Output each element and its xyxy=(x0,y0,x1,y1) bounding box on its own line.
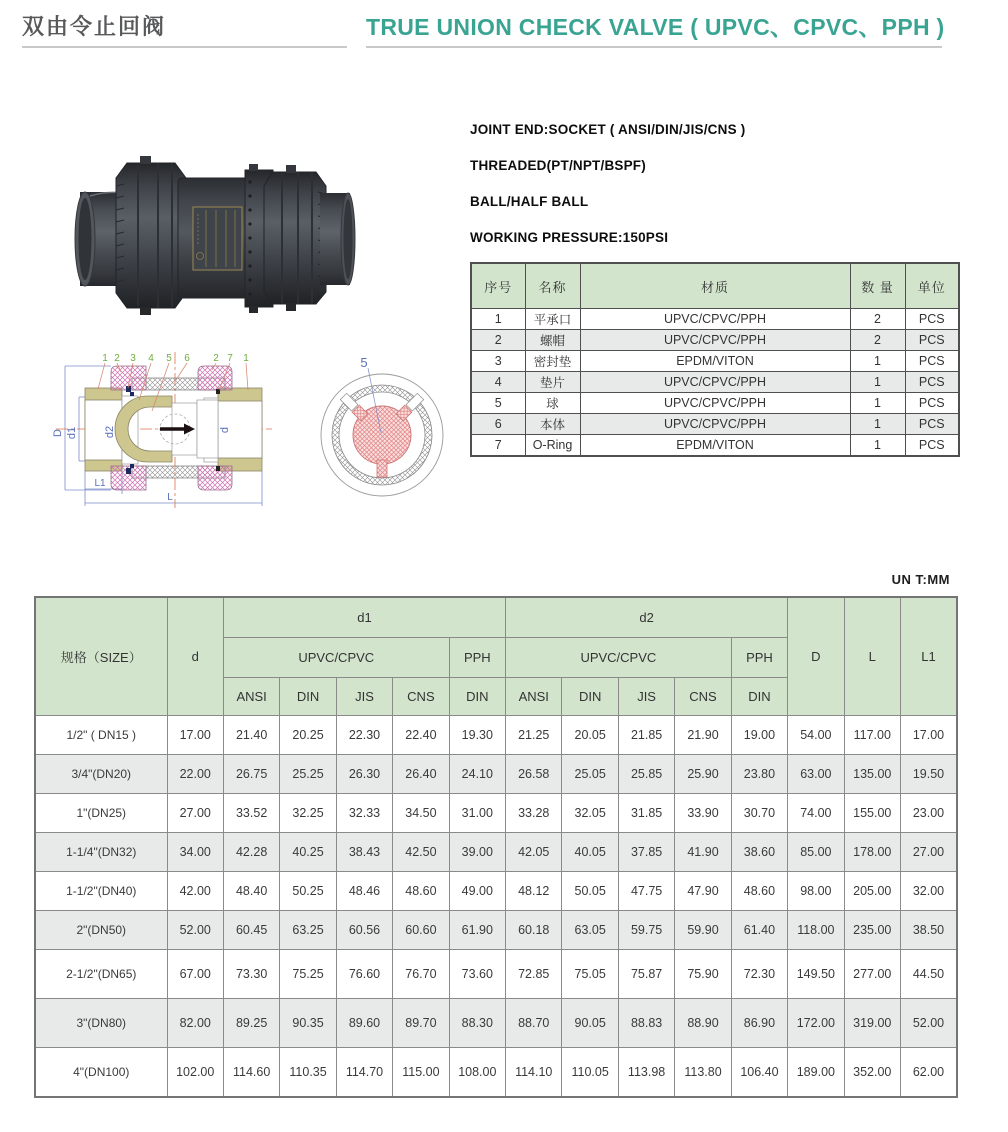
size-table-row xyxy=(35,794,957,833)
size-value-cell: 172.00 xyxy=(788,999,844,1048)
size-value-cell: 33.52 xyxy=(223,794,279,833)
size-label-cell: 2-1/2"(DN65) xyxy=(35,950,167,999)
size-value-cell: 114.10 xyxy=(506,1048,562,1097)
size-value-cell: 75.25 xyxy=(280,950,336,999)
dim-d2: d2 xyxy=(104,425,116,439)
parts-table-cell: 6 xyxy=(471,414,525,435)
parts-table-row xyxy=(471,435,959,457)
valve-right-socket xyxy=(320,193,355,285)
size-value-cell: 42.28 xyxy=(223,833,279,872)
spec-threaded: THREADED(PT/NPT/BSPF) xyxy=(470,158,646,173)
size-header-d2: d2 xyxy=(506,597,788,638)
parts-table-cell: 平承口 xyxy=(525,309,580,330)
size-value-cell: 17.00 xyxy=(167,716,223,755)
page-title-english: TRUE UNION CHECK VALVE ( UPVC、CPVC、PPH ) xyxy=(366,14,945,40)
size-label-cell: 1"(DN25) xyxy=(35,794,167,833)
size-value-cell: 155.00 xyxy=(844,794,900,833)
size-table xyxy=(34,596,958,1098)
size-value-cell: 40.25 xyxy=(280,833,336,872)
parts-table-cell: 2 xyxy=(850,330,905,351)
callout-2b: 2 xyxy=(213,353,219,364)
parts-table-row xyxy=(471,372,959,393)
size-table-row xyxy=(35,999,957,1048)
size-value-cell: 63.00 xyxy=(788,755,844,794)
dim-D: D xyxy=(52,429,64,437)
size-value-cell: 110.35 xyxy=(280,1048,336,1097)
size-value-cell: 26.58 xyxy=(506,755,562,794)
parts-table-cell: UPVC/CPVC/PPH xyxy=(580,414,850,435)
parts-table-cell: PCS xyxy=(905,393,959,414)
size-value-cell: 32.00 xyxy=(900,872,957,911)
parts-table-cell: 4 xyxy=(471,372,525,393)
size-label-cell: 3"(DN80) xyxy=(35,999,167,1048)
size-label-cell: 4"(DN100) xyxy=(35,1048,167,1097)
parts-header-qty: 数 量 xyxy=(850,263,905,309)
parts-table-row xyxy=(471,414,959,435)
size-value-cell: 21.40 xyxy=(223,716,279,755)
size-value-cell: 60.45 xyxy=(223,911,279,950)
valve-left-union-nut xyxy=(116,156,186,315)
size-value-cell: 47.90 xyxy=(675,872,731,911)
size-label-cell: 1-1/4"(DN32) xyxy=(35,833,167,872)
size-header-d1-ansi: ANSI xyxy=(223,678,279,716)
size-value-cell: 178.00 xyxy=(844,833,900,872)
spec-ball: BALL/HALF BALL xyxy=(470,194,589,209)
size-value-cell: 61.90 xyxy=(449,911,505,950)
title-underline-left xyxy=(22,46,347,48)
parts-table-cell: PCS xyxy=(905,330,959,351)
size-table-row xyxy=(35,872,957,911)
size-value-cell: 23.80 xyxy=(731,755,787,794)
parts-table-cell: 3 xyxy=(471,351,525,372)
size-table-row xyxy=(35,911,957,950)
spec-working-pressure: WORKING PRESSURE:150PSI xyxy=(470,230,669,245)
size-value-cell: 88.90 xyxy=(675,999,731,1048)
valve-body xyxy=(178,178,250,298)
size-value-cell: 63.05 xyxy=(562,911,618,950)
size-value-cell: 27.00 xyxy=(167,794,223,833)
callout-1: 1 xyxy=(102,353,108,364)
size-value-cell: 117.00 xyxy=(844,716,900,755)
size-header-L1: L1 xyxy=(900,597,957,716)
size-value-cell: 33.28 xyxy=(506,794,562,833)
size-value-cell: 75.90 xyxy=(675,950,731,999)
size-value-cell: 74.00 xyxy=(788,794,844,833)
size-value-cell: 88.83 xyxy=(618,999,674,1048)
parts-table-cell: 5 xyxy=(471,393,525,414)
size-value-cell: 52.00 xyxy=(900,999,957,1048)
parts-table-cell: PCS xyxy=(905,309,959,330)
size-header-d1-jis: JIS xyxy=(336,678,392,716)
size-table-body xyxy=(35,716,957,1097)
size-value-cell: 110.05 xyxy=(562,1048,618,1097)
size-value-cell: 21.25 xyxy=(506,716,562,755)
size-value-cell: 39.00 xyxy=(449,833,505,872)
size-value-cell: 114.70 xyxy=(336,1048,392,1097)
parts-table-cell: 1 xyxy=(850,372,905,393)
size-value-cell: 59.75 xyxy=(618,911,674,950)
size-value-cell: 189.00 xyxy=(788,1048,844,1097)
parts-table-row xyxy=(471,309,959,330)
size-header-D: D xyxy=(788,597,844,716)
size-value-cell: 90.05 xyxy=(562,999,618,1048)
parts-table-cell: 螺帽 xyxy=(525,330,580,351)
size-header-d2-upvc-cpvc: UPVC/CPVC xyxy=(506,638,732,678)
size-value-cell: 89.25 xyxy=(223,999,279,1048)
spec-joint-end: JOINT END:SOCKET ( ANSI/DIN/JIS/CNS ) xyxy=(470,122,746,137)
valve-product-photo xyxy=(60,130,450,330)
end-view xyxy=(321,355,443,496)
size-value-cell: 205.00 xyxy=(844,872,900,911)
size-value-cell: 60.60 xyxy=(393,911,449,950)
parts-table-cell: 密封垫 xyxy=(525,351,580,372)
parts-table-header-row xyxy=(471,263,959,309)
size-value-cell: 50.05 xyxy=(562,872,618,911)
parts-table-cell: UPVC/CPVC/PPH xyxy=(580,393,850,414)
parts-table-row xyxy=(471,330,959,351)
size-value-cell: 21.85 xyxy=(618,716,674,755)
size-value-cell: 277.00 xyxy=(844,950,900,999)
size-value-cell: 49.00 xyxy=(449,872,505,911)
size-value-cell: 17.00 xyxy=(900,716,957,755)
parts-table-cell: 球 xyxy=(525,393,580,414)
callout-5: 5 xyxy=(166,353,172,364)
parts-table-cell: UPVC/CPVC/PPH xyxy=(580,330,850,351)
size-value-cell: 32.33 xyxy=(336,794,392,833)
parts-table-cell: 7 xyxy=(471,435,525,457)
size-value-cell: 48.40 xyxy=(223,872,279,911)
size-value-cell: 75.05 xyxy=(562,950,618,999)
parts-table-cell: 本体 xyxy=(525,414,580,435)
size-value-cell: 31.85 xyxy=(618,794,674,833)
size-header-d1: d1 xyxy=(223,597,505,638)
callout-3: 3 xyxy=(130,353,136,364)
size-table-header-row-1 xyxy=(35,597,957,638)
parts-table-cell: O-Ring xyxy=(525,435,580,457)
size-value-cell: 72.85 xyxy=(506,950,562,999)
size-value-cell: 20.25 xyxy=(280,716,336,755)
size-value-cell: 19.30 xyxy=(449,716,505,755)
parts-table-cell: 1 xyxy=(471,309,525,330)
size-value-cell: 19.50 xyxy=(900,755,957,794)
dim-L: L xyxy=(167,492,173,503)
size-value-cell: 50.25 xyxy=(280,872,336,911)
size-value-cell: 113.80 xyxy=(675,1048,731,1097)
size-value-cell: 85.00 xyxy=(788,833,844,872)
size-header-d2-din: DIN xyxy=(562,678,618,716)
size-value-cell: 20.05 xyxy=(562,716,618,755)
size-table-row xyxy=(35,950,957,999)
size-value-cell: 24.10 xyxy=(449,755,505,794)
size-value-cell: 135.00 xyxy=(844,755,900,794)
size-value-cell: 38.43 xyxy=(336,833,392,872)
size-value-cell: 42.50 xyxy=(393,833,449,872)
size-value-cell: 32.25 xyxy=(280,794,336,833)
parts-header-material: 材质 xyxy=(580,263,850,309)
size-value-cell: 37.85 xyxy=(618,833,674,872)
size-value-cell: 86.90 xyxy=(731,999,787,1048)
size-value-cell: 102.00 xyxy=(167,1048,223,1097)
size-value-cell: 118.00 xyxy=(788,911,844,950)
unit-note: UN T:MM xyxy=(891,572,950,587)
size-value-cell: 22.30 xyxy=(336,716,392,755)
size-value-cell: 48.12 xyxy=(506,872,562,911)
callout-1b: 1 xyxy=(243,353,249,364)
parts-table-cell: PCS xyxy=(905,414,959,435)
parts-table-cell: 2 xyxy=(471,330,525,351)
size-value-cell: 59.90 xyxy=(675,911,731,950)
size-header-d2-ansi: ANSI xyxy=(506,678,562,716)
size-value-cell: 89.70 xyxy=(393,999,449,1048)
size-value-cell: 40.05 xyxy=(562,833,618,872)
size-header-d1-cns: CNS xyxy=(393,678,449,716)
size-value-cell: 47.75 xyxy=(618,872,674,911)
size-value-cell: 32.05 xyxy=(562,794,618,833)
size-header-size: 规格（SIZE） xyxy=(35,597,167,716)
size-value-cell: 34.50 xyxy=(393,794,449,833)
size-table-row xyxy=(35,833,957,872)
size-label-cell: 2"(DN50) xyxy=(35,911,167,950)
size-value-cell: 73.30 xyxy=(223,950,279,999)
size-value-cell: 52.00 xyxy=(167,911,223,950)
technical-drawing xyxy=(40,340,470,530)
size-value-cell: 21.90 xyxy=(675,716,731,755)
size-value-cell: 48.60 xyxy=(731,872,787,911)
parts-header-name: 名称 xyxy=(525,263,580,309)
parts-table-cell: PCS xyxy=(905,351,959,372)
size-header-d: d xyxy=(167,597,223,716)
size-label-cell: 3/4"(DN20) xyxy=(35,755,167,794)
size-header-d1-pph: PPH xyxy=(449,638,505,678)
size-value-cell: 73.60 xyxy=(449,950,505,999)
size-value-cell: 27.00 xyxy=(900,833,957,872)
parts-table-cell: UPVC/CPVC/PPH xyxy=(580,309,850,330)
size-value-cell: 235.00 xyxy=(844,911,900,950)
size-value-cell: 25.90 xyxy=(675,755,731,794)
size-value-cell: 44.50 xyxy=(900,950,957,999)
size-value-cell: 54.00 xyxy=(788,716,844,755)
size-table-row xyxy=(35,1048,957,1097)
size-value-cell: 25.85 xyxy=(618,755,674,794)
end-view-callout-5: 5 xyxy=(360,355,368,370)
size-header-d2-pph-din: DIN xyxy=(731,678,787,716)
size-value-cell: 38.50 xyxy=(900,911,957,950)
size-value-cell: 114.60 xyxy=(223,1048,279,1097)
size-value-cell: 48.46 xyxy=(336,872,392,911)
size-value-cell: 89.60 xyxy=(336,999,392,1048)
size-value-cell: 352.00 xyxy=(844,1048,900,1097)
size-value-cell: 76.60 xyxy=(336,950,392,999)
parts-table-cell: 1 xyxy=(850,393,905,414)
parts-header-unit: 单位 xyxy=(905,263,959,309)
size-label-cell: 1-1/2"(DN40) xyxy=(35,872,167,911)
size-table-row xyxy=(35,755,957,794)
size-value-cell: 62.00 xyxy=(900,1048,957,1097)
size-table-row xyxy=(35,716,957,755)
size-value-cell: 98.00 xyxy=(788,872,844,911)
size-value-cell: 26.75 xyxy=(223,755,279,794)
dim-d: d xyxy=(219,426,231,434)
size-value-cell: 22.00 xyxy=(167,755,223,794)
size-header-L: L xyxy=(844,597,900,716)
callout-4: 4 xyxy=(148,353,154,364)
size-value-cell: 88.70 xyxy=(506,999,562,1048)
parts-table-cell: 1 xyxy=(850,414,905,435)
parts-table-row xyxy=(471,351,959,372)
parts-table-row xyxy=(471,393,959,414)
parts-table-cell: 1 xyxy=(850,351,905,372)
parts-table-cell: 1 xyxy=(850,435,905,457)
title-underline-right xyxy=(366,46,942,48)
product-specs xyxy=(470,112,745,256)
parts-table-cell: UPVC/CPVC/PPH xyxy=(580,372,850,393)
size-value-cell: 31.00 xyxy=(449,794,505,833)
parts-table xyxy=(470,262,960,457)
size-value-cell: 72.30 xyxy=(731,950,787,999)
size-header-d2-cns: CNS xyxy=(675,678,731,716)
size-value-cell: 319.00 xyxy=(844,999,900,1048)
size-value-cell: 76.70 xyxy=(393,950,449,999)
size-value-cell: 23.00 xyxy=(900,794,957,833)
size-value-cell: 75.87 xyxy=(618,950,674,999)
size-value-cell: 115.00 xyxy=(393,1048,449,1097)
size-header-d2-pph: PPH xyxy=(731,638,787,678)
parts-table-cell: PCS xyxy=(905,372,959,393)
size-value-cell: 42.00 xyxy=(167,872,223,911)
size-value-cell: 22.40 xyxy=(393,716,449,755)
callout-7: 7 xyxy=(227,353,233,364)
size-header-d2-jis: JIS xyxy=(618,678,674,716)
callout-numbers xyxy=(102,353,249,364)
size-value-cell: 88.30 xyxy=(449,999,505,1048)
size-value-cell: 26.40 xyxy=(393,755,449,794)
dim-d1: d1 xyxy=(66,426,78,440)
size-value-cell: 108.00 xyxy=(449,1048,505,1097)
size-value-cell: 61.40 xyxy=(731,911,787,950)
parts-table-body xyxy=(471,309,959,457)
size-value-cell: 90.35 xyxy=(280,999,336,1048)
size-value-cell: 113.98 xyxy=(618,1048,674,1097)
callout-2: 2 xyxy=(114,353,120,364)
parts-table-cell: EPDM/VITON xyxy=(580,435,850,457)
dim-L1: L1 xyxy=(94,478,106,489)
valve-right-union-nut xyxy=(264,165,326,311)
size-value-cell: 82.00 xyxy=(167,999,223,1048)
size-value-cell: 25.25 xyxy=(280,755,336,794)
size-value-cell: 149.50 xyxy=(788,950,844,999)
size-value-cell: 34.00 xyxy=(167,833,223,872)
parts-header-index: 序号 xyxy=(471,263,525,309)
size-header-d1-upvc-cpvc: UPVC/CPVC xyxy=(223,638,449,678)
size-value-cell: 26.30 xyxy=(336,755,392,794)
size-value-cell: 30.70 xyxy=(731,794,787,833)
callout-6: 6 xyxy=(184,353,190,364)
size-value-cell: 33.90 xyxy=(675,794,731,833)
size-value-cell: 19.00 xyxy=(731,716,787,755)
parts-table-cell: EPDM/VITON xyxy=(580,351,850,372)
size-value-cell: 25.05 xyxy=(562,755,618,794)
parts-table-cell: 2 xyxy=(850,309,905,330)
size-header-d1-pph-din: DIN xyxy=(449,678,505,716)
size-value-cell: 38.60 xyxy=(731,833,787,872)
page-title-chinese: 双由令止回阀 xyxy=(22,14,167,39)
size-value-cell: 60.56 xyxy=(336,911,392,950)
size-value-cell: 60.18 xyxy=(506,911,562,950)
size-value-cell: 48.60 xyxy=(393,872,449,911)
size-value-cell: 63.25 xyxy=(280,911,336,950)
parts-table-cell: 垫片 xyxy=(525,372,580,393)
parts-table-cell: PCS xyxy=(905,435,959,457)
size-label-cell: 1/2" ( DN15 ) xyxy=(35,716,167,755)
size-header-d1-din: DIN xyxy=(280,678,336,716)
size-value-cell: 42.05 xyxy=(506,833,562,872)
valve-label xyxy=(193,207,242,270)
size-value-cell: 67.00 xyxy=(167,950,223,999)
size-value-cell: 106.40 xyxy=(731,1048,787,1097)
size-value-cell: 41.90 xyxy=(675,833,731,872)
